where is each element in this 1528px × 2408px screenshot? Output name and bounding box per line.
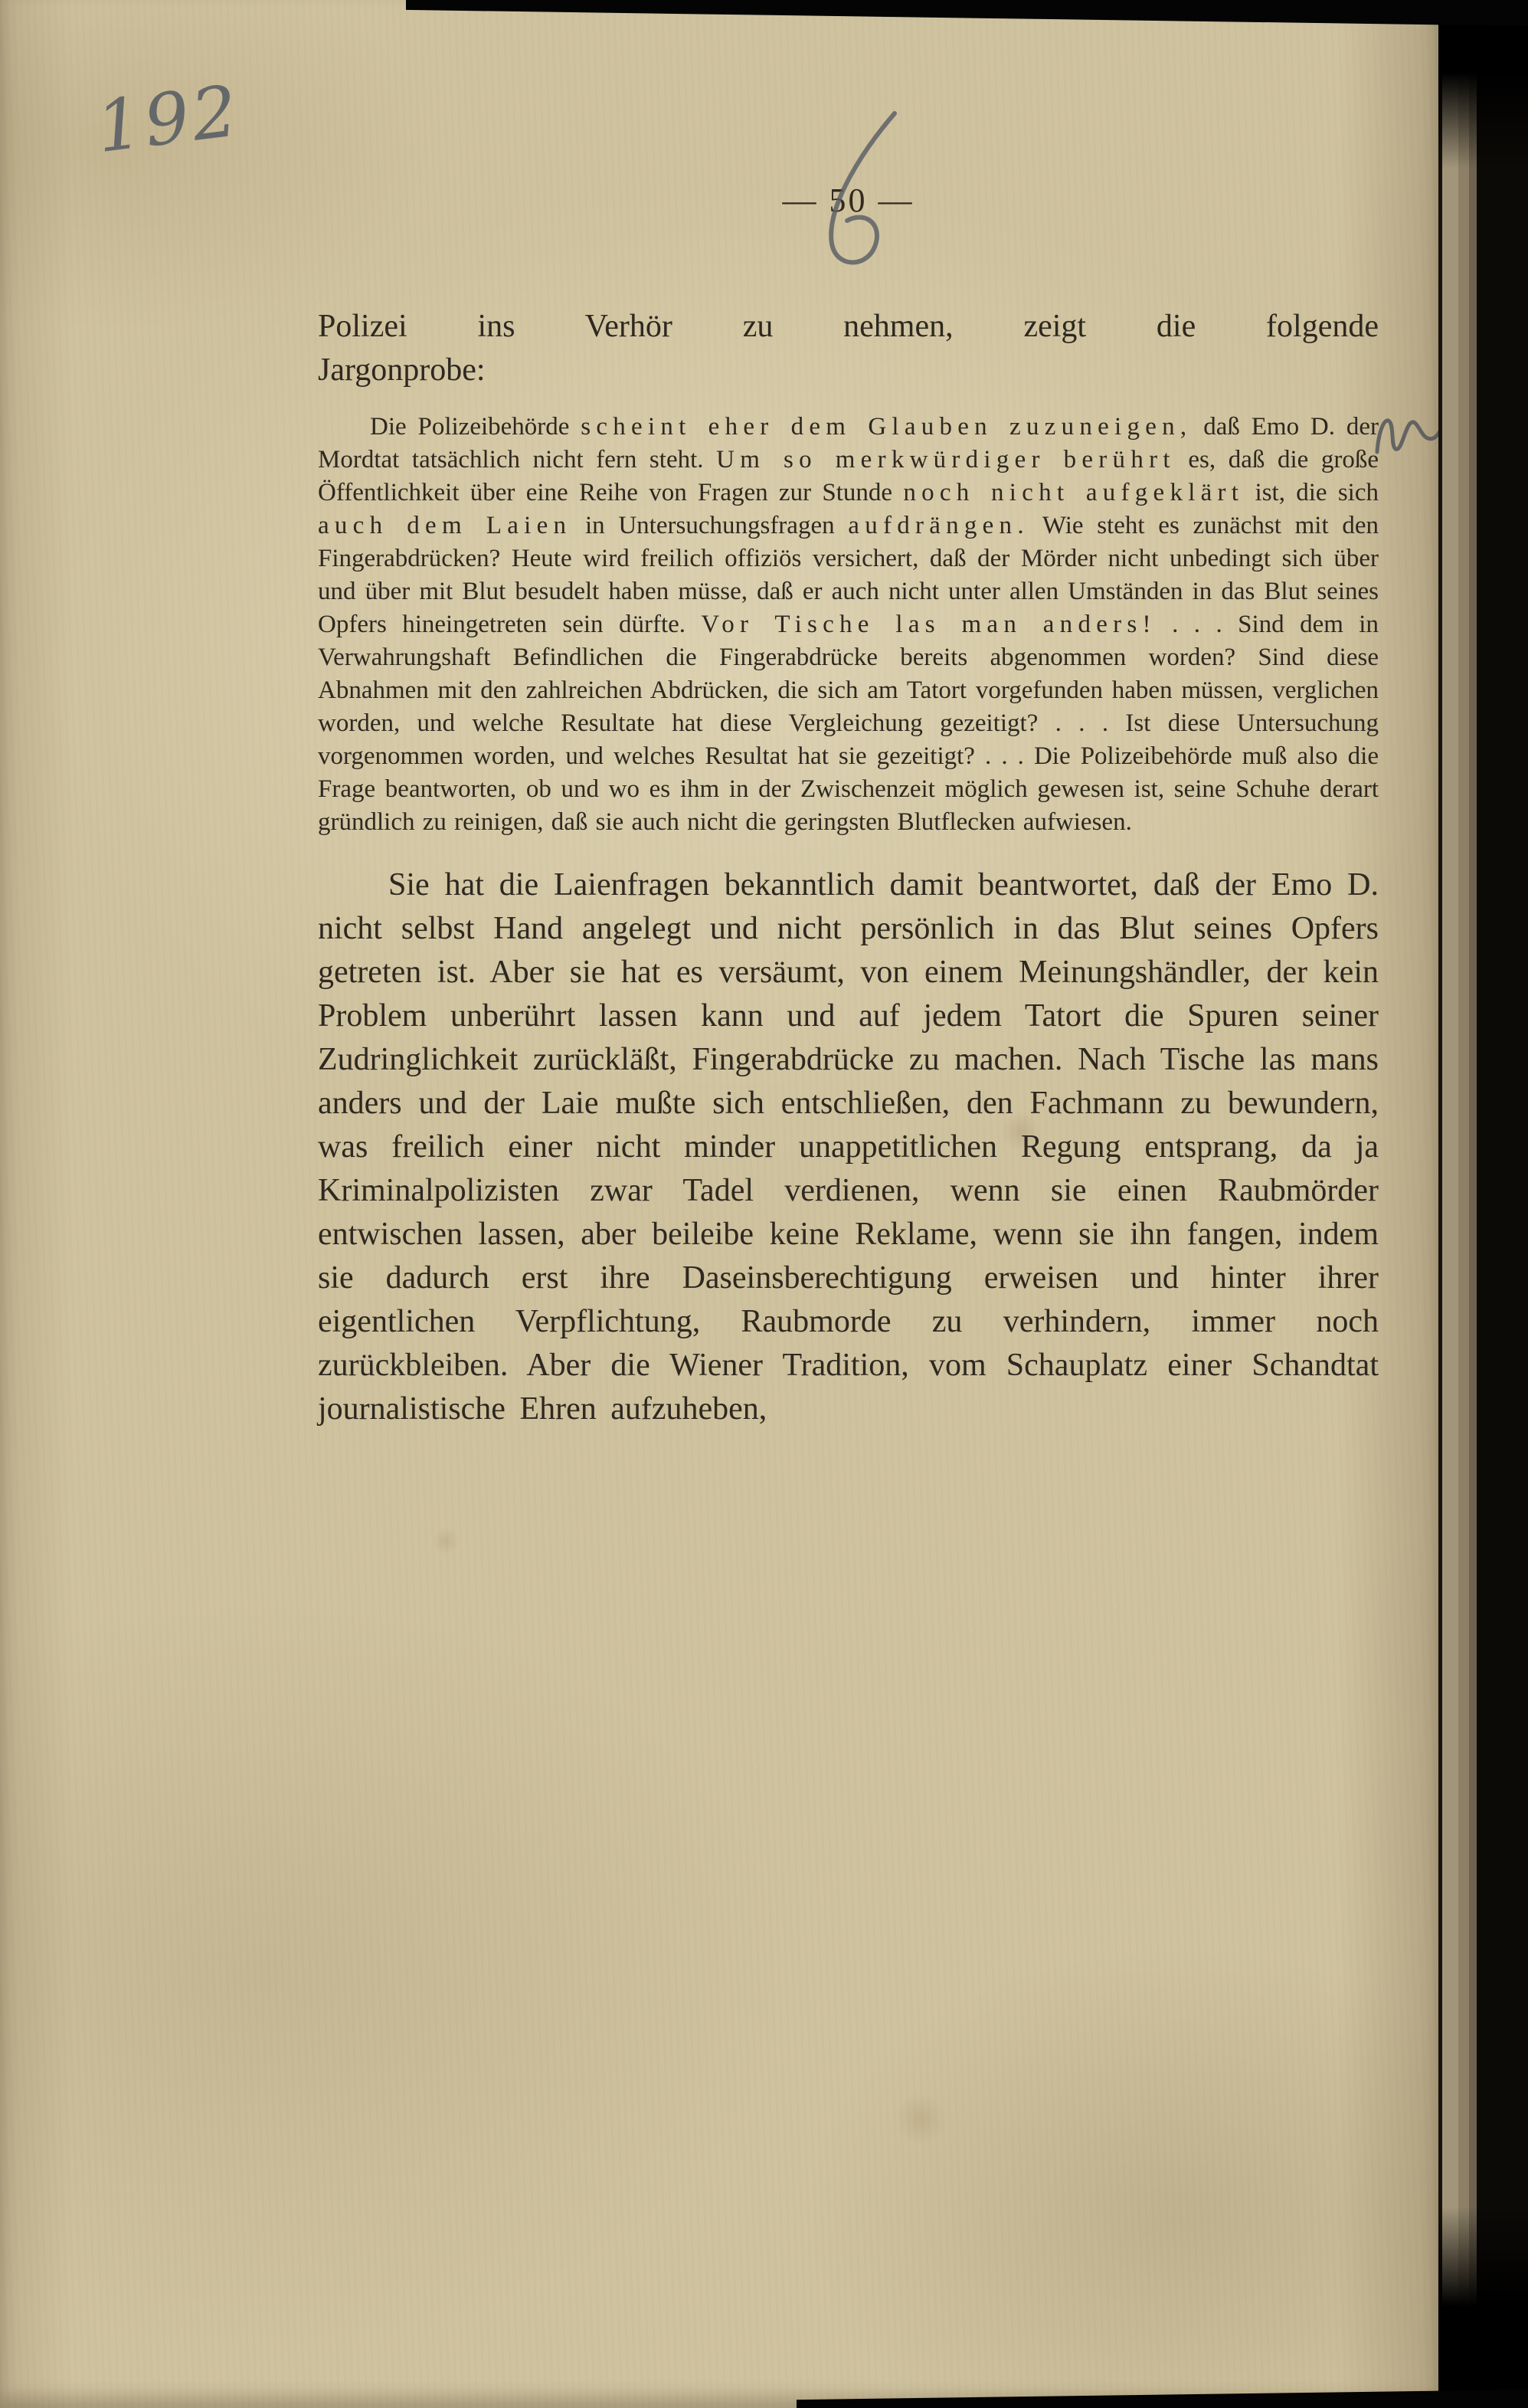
- quote-segment-spaced: noch nicht aufgeklärt: [903, 479, 1245, 506]
- quote-segment-spaced: auch dem Laien: [318, 512, 572, 539]
- handwritten-page-number: 192: [92, 69, 245, 169]
- page-number: — 50 —: [782, 182, 915, 219]
- quote-segment-spaced: Vor Tische las man anders!: [701, 611, 1157, 638]
- body-paragraph: Sie hat die Laienfragen bekanntlich damit beantwortet, daß der Emo D. nicht selbst Hand angelegt und nicht persönlich in das Blut seines Opfers getreten ist. Aber sie hat es versäumt, von einem Meinungshändler, der kein Problem unberührt lassen kann und auf jedem Tatort die Spuren seiner Zudringlichkeit zurückläßt, Fingerabdrücke zu machen. Nach Tische las mans anders und der Laie mußte sich entschließen, den Fachmann zu bewundern, was freilich einer nicht minder unappetitlichen Regung entsprang, da ja Kriminalpolizisten zwar Tadel verdienen, wenn sie einen Raubmörder entwischen lassen, aber beileibe keine Reklame, wenn sie ihn fangen, indem sie dadurch erst ihre Daseinsberechtigung erweisen und hinter ihrer eigentlichen Verpflichtung, Raubmorde zu verhindern, immer noch zurückbleiben. Aber die Wiener Tradition, vom Schauplatz einer Schandtat journalistische Ehren aufzuheben,: [318, 867, 1379, 1427]
- quote-segment: in Untersuchungsfragen: [571, 512, 849, 539]
- quote-segment: Die Polizeibehörde: [370, 413, 581, 441]
- book-fore-edge: [1438, 0, 1528, 2408]
- intro-paragraph: [318, 305, 1379, 392]
- quote-segment: daß Emo D. der Mordtat tatsächlich nicht fern steht.: [318, 413, 1379, 473]
- quote-segment: ist, die sich: [1244, 479, 1379, 506]
- quote-segment-spaced: Um so merkwürdiger berührt: [716, 446, 1176, 473]
- intro-line-2: Jargonprobe:: [318, 352, 486, 388]
- quote-segment: es, daß die große Öffentlichkeit über eine Reihe von Fragen zur Stunde: [318, 446, 1379, 506]
- quote-segment-spaced: scheint eher dem Glauben zuzuneigen,: [581, 413, 1193, 441]
- pencil-stroke-mark: [758, 107, 957, 283]
- text-block: [318, 305, 1379, 1431]
- pencil-margin-mark: [1371, 405, 1448, 466]
- quote-segment-spaced: aufdrängen.: [848, 512, 1029, 539]
- intro-line-1: Polizei ins Verhör zu nehmen, zeigt die folgende: [318, 309, 1379, 344]
- quote-segment: Wie steht es zunächst mit den Fingerabdrücken? Heute wird freilich offiziös versichert, daß der Mörder nicht unbedingt sich über und über mit Blut besudelt haben müsse, daß er auch nicht unter allen Umständen in das Blut seines Opfers hineingetreten sein dürfte.: [318, 512, 1379, 638]
- quote-segment: . . . Sind dem in Verwahrungshaft Befindlichen die Fingerabdrücke bereits abgenommen worden? Sind diese Abnahmen mit den zahlreichen Abdrücken, die sich am Tatort vorgefunden haben müssen, verglichen worden, und welche Resultate hat diese Vergleichung gezeitigt? . . . Ist diese Untersuchung vorgenommen worden, und welches Resultat hat sie gezeitigt? . . . Die Polizeibehörde muß also die Frage beantworten, ob und wo es ihm in der Zwischenzeit möglich gewesen ist, seine Schuhe derart gründlich zu reinigen, daß sie auch nicht die geringsten Blutflecken aufwiesen.: [318, 611, 1379, 836]
- jargon-quote-paragraph: [318, 411, 1379, 839]
